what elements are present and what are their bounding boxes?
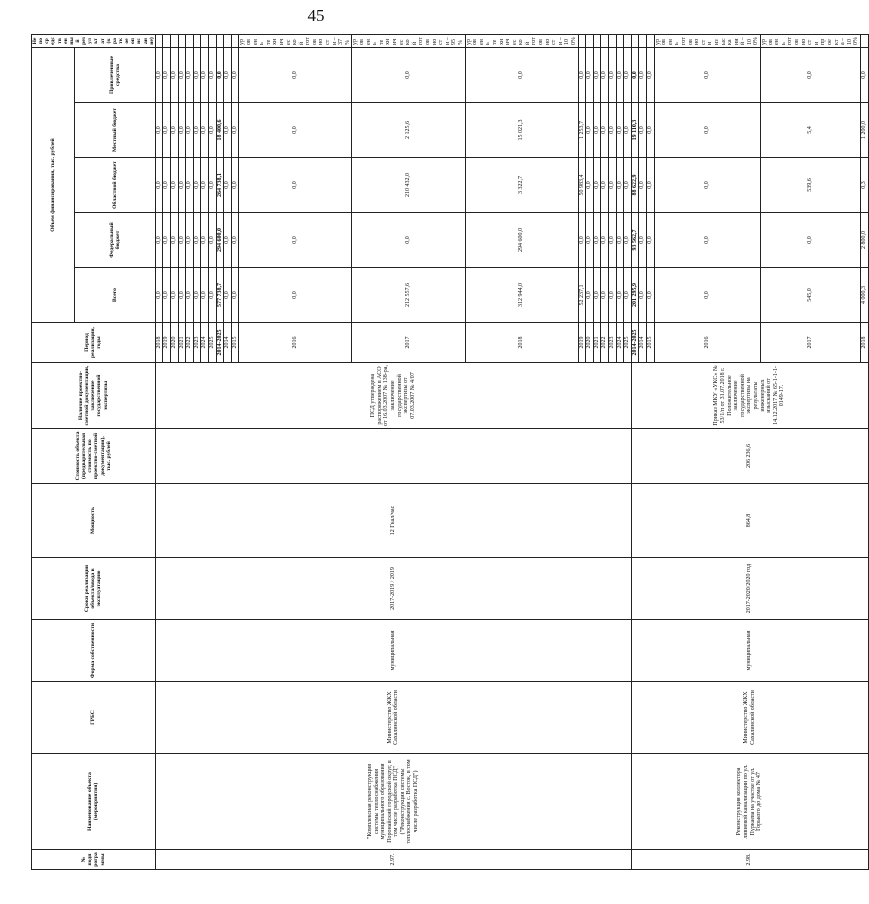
total-cell: 0,0 bbox=[178, 268, 186, 323]
federal-cell: 0,0 bbox=[201, 213, 209, 268]
header-name: Наименование объекта (мероприятия) bbox=[32, 754, 156, 850]
period-cell: 2015 bbox=[231, 323, 239, 363]
local-cell: 0,0 bbox=[186, 103, 194, 158]
federal-cell: 0,0 bbox=[609, 213, 617, 268]
attracted-cell: 0,0 bbox=[239, 48, 352, 103]
header-total: Всего bbox=[75, 268, 156, 323]
period-cell: 2015 bbox=[646, 323, 654, 363]
total-cell: 4 000,3 bbox=[860, 268, 868, 323]
local-cell: 0,0 bbox=[239, 103, 352, 158]
object-number: 2.98. bbox=[631, 850, 868, 870]
total-cell: 0,0 bbox=[163, 268, 171, 323]
table-row bbox=[155, 35, 163, 870]
regional-cell: 0,0 bbox=[609, 158, 617, 213]
total-cell: 0,0 bbox=[586, 268, 594, 323]
regional-cell: 0,0 bbox=[654, 158, 761, 213]
regional-cell: 0,0 bbox=[193, 158, 201, 213]
object-number: 2.97. bbox=[155, 850, 631, 870]
federal-cell: 0,0 bbox=[163, 213, 171, 268]
object-name: Реконструкция коллектора ливневой канализации по ул. Пуркаева на участке от ул. Горького до дома № 47 bbox=[631, 754, 868, 850]
period-cell: 2016 bbox=[239, 323, 352, 363]
period-cell: 2014 bbox=[639, 323, 647, 363]
total-cell: 0,0 bbox=[609, 268, 617, 323]
regional-cell: 3 322,7 bbox=[465, 158, 578, 213]
header-psd: Наличие проектно-сметной документации, заключение государственной экспертизы bbox=[32, 363, 156, 429]
attracted-cell: 0,0 bbox=[593, 48, 601, 103]
period-cell: 2021 bbox=[593, 323, 601, 363]
regional-cell: 0,0 bbox=[208, 158, 216, 213]
local-cell: 19 110,3 bbox=[631, 103, 639, 158]
total-cell: 0,0 bbox=[639, 268, 647, 323]
result-cell: уровень технической готовности – 100% bbox=[465, 35, 578, 48]
regional-cell: 0,0 bbox=[163, 158, 171, 213]
attracted-cell: 0,0 bbox=[578, 48, 586, 103]
header-grbs: ГРБС bbox=[32, 682, 156, 754]
period-cell: 2024 bbox=[616, 323, 624, 363]
regional-cell: 0,0 bbox=[593, 158, 601, 213]
result-cell bbox=[593, 35, 601, 48]
result-cell bbox=[601, 35, 609, 48]
regional-cell: 0,0 bbox=[624, 158, 632, 213]
period-cell: 2022 bbox=[601, 323, 609, 363]
attracted-cell: 0,0 bbox=[201, 48, 209, 103]
regional-cell: 539,6 bbox=[761, 158, 861, 213]
federal-cell: 0,0 bbox=[639, 213, 647, 268]
attracted-cell: 0,0 bbox=[624, 48, 632, 103]
attracted-cell: 0,0 bbox=[171, 48, 179, 103]
object-ownership: муниципальная bbox=[155, 620, 631, 682]
attracted-cell: 0,0 bbox=[224, 48, 232, 103]
object-term: 2017-2020/2020 год bbox=[631, 558, 868, 620]
local-cell: 0,0 bbox=[231, 103, 239, 158]
regional-cell: 0,0 bbox=[224, 158, 232, 213]
rotated-table-container bbox=[31, 35, 867, 870]
object-term: 2017-2019 / 2019 bbox=[155, 558, 631, 620]
period-cell: 2020 bbox=[586, 323, 594, 363]
local-cell: 2 125,6 bbox=[352, 103, 465, 158]
attracted-cell: 0,0 bbox=[639, 48, 647, 103]
local-cell: 0,0 bbox=[171, 103, 179, 158]
federal-cell: 0,0 bbox=[654, 213, 761, 268]
federal-cell: 294 600,0 bbox=[216, 213, 224, 268]
federal-cell: 294 600,0 bbox=[465, 213, 578, 268]
result-cell bbox=[186, 35, 194, 48]
attracted-cell: 0,0 bbox=[178, 48, 186, 103]
local-cell: 0,0 bbox=[639, 103, 647, 158]
object-cost: 206 236,6 bbox=[631, 429, 868, 484]
period-cell: 2021 bbox=[178, 323, 186, 363]
result-cell bbox=[624, 35, 632, 48]
federal-cell: 0,0 bbox=[586, 213, 594, 268]
object-capacity: 12 Гкал/час bbox=[155, 484, 631, 558]
header-result: Непосредственный результат (краткое описание) bbox=[32, 35, 156, 48]
local-cell: 0,0 bbox=[201, 103, 209, 158]
header-cost: Стоимость объекта (предварительная стоимость по проектно-сметной документации), тыс. рублей bbox=[32, 429, 156, 484]
header-term: Сроки реализации объекта/ввода в эксплуатацию bbox=[32, 558, 156, 620]
table-row bbox=[631, 35, 639, 870]
federal-cell: 0,0 bbox=[616, 213, 624, 268]
local-cell: 0,0 bbox=[208, 103, 216, 158]
regional-cell: 0,0 bbox=[601, 158, 609, 213]
local-cell: 1 200,0 bbox=[860, 103, 868, 158]
result-cell bbox=[201, 35, 209, 48]
period-cell: 2018 bbox=[860, 323, 868, 363]
header-ownership: Форма собственности bbox=[32, 620, 156, 682]
period-cell: 2017 bbox=[761, 323, 861, 363]
federal-cell: 0,0 bbox=[601, 213, 609, 268]
total-cell: 545,0 bbox=[761, 268, 861, 323]
result-cell bbox=[609, 35, 617, 48]
federal-cell: 0,0 bbox=[624, 213, 632, 268]
local-cell: 0,0 bbox=[178, 103, 186, 158]
header-local: Местный бюджет bbox=[75, 103, 156, 158]
object-grbs: Министерство ЖКХ Сахалинской области bbox=[155, 682, 631, 754]
attracted-cell: 0,0 bbox=[186, 48, 194, 103]
period-cell: 2017 bbox=[352, 323, 465, 363]
object-cost bbox=[155, 429, 631, 484]
table-body bbox=[32, 35, 869, 870]
local-cell: 0,0 bbox=[654, 103, 761, 158]
result-cell bbox=[193, 35, 201, 48]
regional-cell: 0,0 bbox=[171, 158, 179, 213]
local-cell: 0,0 bbox=[163, 103, 171, 158]
local-cell: 5,4 bbox=[761, 103, 861, 158]
regional-cell: 88 622,9 bbox=[631, 158, 639, 213]
regional-cell: 0,0 bbox=[239, 158, 352, 213]
federal-cell: 2 800,0 bbox=[860, 213, 868, 268]
object-ownership: муниципальная bbox=[631, 620, 868, 682]
period-cell: 2023 bbox=[609, 323, 617, 363]
attracted-cell: 0,0 bbox=[163, 48, 171, 103]
federal-cell: 0,0 bbox=[193, 213, 201, 268]
local-cell: 0,0 bbox=[601, 103, 609, 158]
regional-cell: 264 738,1 bbox=[216, 158, 224, 213]
regional-cell: 210 432,0 bbox=[352, 158, 465, 213]
regional-cell: 0,0 bbox=[231, 158, 239, 213]
total-cell: 0,0 bbox=[224, 268, 232, 323]
federal-cell: 0,0 bbox=[646, 213, 654, 268]
total-cell: 0,0 bbox=[155, 268, 163, 323]
attracted-cell: 0,0 bbox=[465, 48, 578, 103]
total-cell: 0,0 bbox=[616, 268, 624, 323]
regional-cell: 0,3 bbox=[860, 158, 868, 213]
header-period: Период реализации, годы bbox=[32, 323, 156, 363]
local-cell: 0,0 bbox=[586, 103, 594, 158]
regional-cell: 50 983,4 bbox=[578, 158, 586, 213]
period-cell: 2019 bbox=[578, 323, 586, 363]
period-cell: 2018 bbox=[155, 323, 163, 363]
local-cell: 0,0 bbox=[155, 103, 163, 158]
regional-cell: 0,0 bbox=[586, 158, 594, 213]
attracted-cell: 0,0 bbox=[155, 48, 163, 103]
total-cell: 0,0 bbox=[171, 268, 179, 323]
result-cell bbox=[646, 35, 654, 48]
object-grbs: Министерство ЖКХ Сахалинской области bbox=[631, 682, 868, 754]
result-cell bbox=[178, 35, 186, 48]
local-cell: 18 400,6 bbox=[216, 103, 224, 158]
attracted-cell: 0,0 bbox=[761, 48, 861, 103]
total-cell: 0,0 bbox=[208, 268, 216, 323]
result-cell bbox=[616, 35, 624, 48]
period-cell: 2020 bbox=[171, 323, 179, 363]
attracted-cell: 0,0 bbox=[646, 48, 654, 103]
local-cell: 0,0 bbox=[193, 103, 201, 158]
federal-cell: 0,0 bbox=[578, 213, 586, 268]
result-cell bbox=[860, 35, 868, 48]
total-cell: 0,0 bbox=[624, 268, 632, 323]
attracted-cell: 0,0 bbox=[216, 48, 224, 103]
local-cell: 0,0 bbox=[609, 103, 617, 158]
total-cell: 201 295,9 bbox=[631, 268, 639, 323]
result-cell bbox=[578, 35, 586, 48]
federal-cell: 0,0 bbox=[178, 213, 186, 268]
attracted-cell: 0,0 bbox=[586, 48, 594, 103]
period-cell: 2014 bbox=[224, 323, 232, 363]
federal-cell: 93 562,7 bbox=[631, 213, 639, 268]
local-cell: 1 253,7 bbox=[578, 103, 586, 158]
federal-cell: 0,0 bbox=[155, 213, 163, 268]
total-cell: 577 738,7 bbox=[216, 268, 224, 323]
federal-cell: 0,0 bbox=[208, 213, 216, 268]
federal-cell: 0,0 bbox=[231, 213, 239, 268]
header-funding: Объем финансирования, тыс. рублей bbox=[32, 48, 75, 323]
local-cell: 0,0 bbox=[224, 103, 232, 158]
regional-cell: 0,0 bbox=[639, 158, 647, 213]
total-cell: 52 237,1 bbox=[578, 268, 586, 323]
attracted-cell: 0,0 bbox=[208, 48, 216, 103]
federal-cell: 0,0 bbox=[352, 213, 465, 268]
object-name: "Комплексная реконструкция системы теплоснабжения муниципального образования Поронайский городской округ, в том числе разработка ПСД" ("Реконструкция системы теплоснабжения с. Восток, в том числе разработка ПСД") bbox=[155, 754, 631, 850]
attracted-cell: 0,0 bbox=[616, 48, 624, 103]
result-cell bbox=[216, 35, 224, 48]
period-cell: 2014-2025 bbox=[631, 323, 639, 363]
total-cell: 0,0 bbox=[186, 268, 194, 323]
total-cell: 0,0 bbox=[239, 268, 352, 323]
local-cell: 15 021,3 bbox=[465, 103, 578, 158]
attracted-cell: 0,0 bbox=[631, 48, 639, 103]
total-cell: 0,0 bbox=[193, 268, 201, 323]
federal-cell: 0,0 bbox=[593, 213, 601, 268]
regional-cell: 0,0 bbox=[201, 158, 209, 213]
result-cell bbox=[171, 35, 179, 48]
total-cell: 0,0 bbox=[601, 268, 609, 323]
total-cell: 0,0 bbox=[201, 268, 209, 323]
federal-cell: 0,0 bbox=[224, 213, 232, 268]
period-cell: 2018 bbox=[465, 323, 578, 363]
header-attracted: Привлеченные средства bbox=[75, 48, 156, 103]
header-row bbox=[32, 35, 75, 870]
total-cell: 0,0 bbox=[646, 268, 654, 323]
result-cell bbox=[208, 35, 216, 48]
federal-cell: 0,0 bbox=[171, 213, 179, 268]
object-psd: Приказ МКУ «УКС» № 53/1/п от 31.07.2018 г. Положительное заключение государственной экспертизы на результаты инженерных изысканий от 14.12.2017 № 65-1-1-1-0149-17. bbox=[631, 363, 868, 429]
regional-cell: 0,0 bbox=[616, 158, 624, 213]
period-cell: 2025 bbox=[208, 323, 216, 363]
result-cell: уровень готовности изысканий – 100% bbox=[654, 35, 761, 48]
period-cell: 2019 bbox=[163, 323, 171, 363]
attracted-cell: 0,0 bbox=[609, 48, 617, 103]
local-cell: 0,0 bbox=[616, 103, 624, 158]
attracted-cell: 0,0 bbox=[654, 48, 761, 103]
result-cell bbox=[586, 35, 594, 48]
attracted-cell: 0,0 bbox=[193, 48, 201, 103]
period-cell: 2014-2025 bbox=[216, 323, 224, 363]
result-cell bbox=[631, 35, 639, 48]
federal-cell: 0,0 bbox=[761, 213, 861, 268]
total-cell: 0,0 bbox=[654, 268, 761, 323]
attracted-cell: 0,0 bbox=[601, 48, 609, 103]
federal-cell: 0,0 bbox=[186, 213, 194, 268]
page-number: 45 bbox=[307, 6, 325, 25]
local-cell: 0,0 bbox=[646, 103, 654, 158]
header-federal: Федеральный бюджет bbox=[75, 213, 156, 268]
local-cell: 0,0 bbox=[593, 103, 601, 158]
regional-cell: 0,0 bbox=[186, 158, 194, 213]
object-psd: ПСД утверждена распоряжением в АСО от 16.03.2007 № 138-ра, заключение государственной экспертизы от 07.03.2007 № 4/07 bbox=[155, 363, 631, 429]
regional-cell: 0,0 bbox=[646, 158, 654, 213]
result-cell: уровень готовности проекта – 100% bbox=[761, 35, 861, 48]
result-cell bbox=[231, 35, 239, 48]
object-capacity: 864,8 bbox=[631, 484, 868, 558]
header-capacity: Мощность bbox=[32, 484, 156, 558]
financing-table bbox=[31, 34, 869, 870]
period-cell: 2016 bbox=[654, 323, 761, 363]
local-cell: 0,0 bbox=[624, 103, 632, 158]
result-cell bbox=[224, 35, 232, 48]
result-cell: уровень технической готовности – 37% bbox=[239, 35, 352, 48]
attracted-cell: 0,0 bbox=[352, 48, 465, 103]
total-cell: 0,0 bbox=[231, 268, 239, 323]
header-num: № подпрограммы bbox=[32, 850, 156, 870]
total-cell: 312 944,0 bbox=[465, 268, 578, 323]
regional-cell: 0,0 bbox=[155, 158, 163, 213]
federal-cell: 0,0 bbox=[239, 213, 352, 268]
header-regional: Областной бюджет bbox=[75, 158, 156, 213]
total-cell: 0,0 bbox=[593, 268, 601, 323]
result-cell bbox=[639, 35, 647, 48]
period-cell: 2025 bbox=[624, 323, 632, 363]
attracted-cell: 0,0 bbox=[231, 48, 239, 103]
regional-cell: 0,0 bbox=[178, 158, 186, 213]
period-cell: 2024 bbox=[201, 323, 209, 363]
result-cell bbox=[163, 35, 171, 48]
result-cell: уровень технической готовности – 95% bbox=[352, 35, 465, 48]
attracted-cell: 0,0 bbox=[860, 48, 868, 103]
result-cell bbox=[155, 35, 163, 48]
period-cell: 2023 bbox=[193, 323, 201, 363]
total-cell: 212 557,6 bbox=[352, 268, 465, 323]
period-cell: 2022 bbox=[186, 323, 194, 363]
